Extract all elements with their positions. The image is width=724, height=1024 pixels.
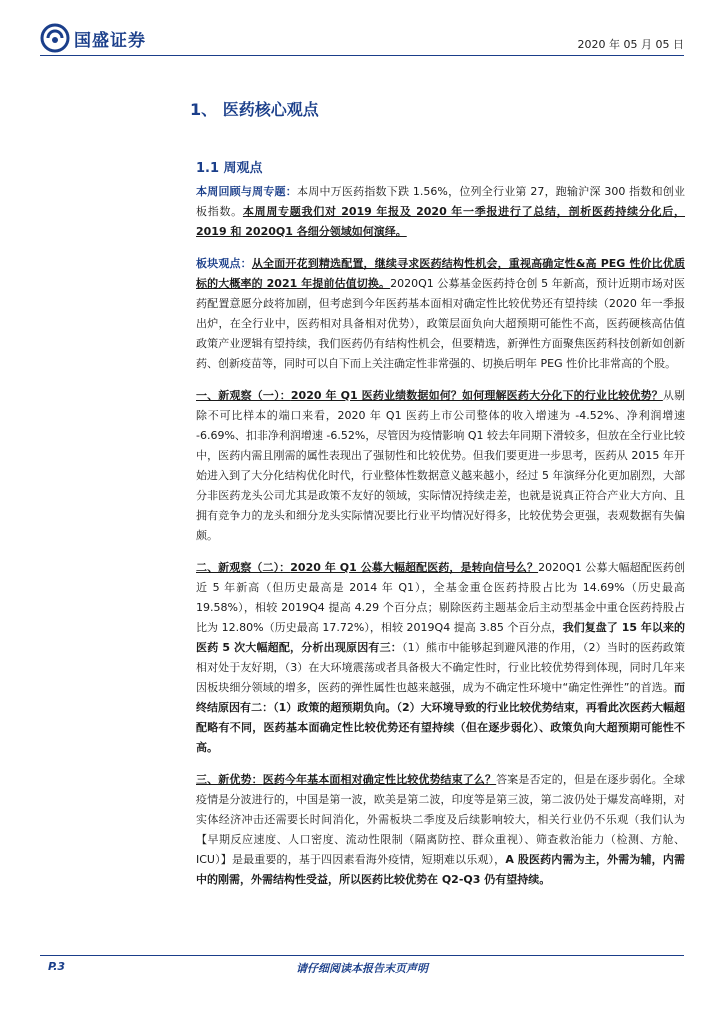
header-divider [40,55,684,56]
paragraph-sector-view [196,254,685,374]
paragraph-text: 答案是否定的，但是在逐步弱化。全球疫情是分波进行的，中国是第一波，欧美是第二波，印度等是第三波，第二波仍处于爆发高峰期，对实体经济冲击还需要长时间消化，外需板块二季度及后续影响较大，相关行业仍不乐观（我们认为【早期反应速度、人口密度、流动性限制（隔离防控、群众重视）、筛查救治能力（检测、方舱、ICU）】是最重要的，基于四因素看海外疫情，短期难以乐观）， [196,773,686,866]
paragraph-text: 2020Q1 公募基金医药持仓创 5 年新高，预计近期市场对医药配置意愿分歧将加剧，但考虑到今年医药基本面相对确定性比较优势还有望持续（2020 年一季报出炉，在全行业中，医药相对具备相对优势），政策层面负向大超预期可能性不高，医药硬核高估值政策产业逻辑有望持续，我们医药仍有结构性机会，但要精选，新弹性方面聚焦医药科技创新如创新药、创新疫苗等，同时可以自下而上关注确定性非常强的、切换后明年 PEG 性价比非常高的个股。 [196,277,685,370]
paragraph-emphasis: 本周周专题我们对 2019 年报及 2020 年一季报进行了总结，剖析医药持续分化后，2019 和 2020Q1 各细分领域如何演绎。 [196,205,686,238]
footer-divider [40,955,684,956]
paragraph-lead: 二、新观察（二）： [196,561,291,574]
paragraph-bold: 而终结原因有二：（1）政策的超预期负向。（2）大环境导致的行业比较优势结束，再看此次医药大幅超配略有不同，医药基本面确定性比较优势还有望持续（但在逐步弱化）、政策负向大超预期可能性不高。 [196,681,685,754]
paragraph-new-advantage [196,770,685,890]
paragraph-emphasis: 2020 年 Q1 医药业绩数据如何？如何理解医药大分化下的行业比较优势？ [290,389,663,402]
paragraph-lead: 本周回顾与周专题： [196,185,297,198]
paragraph-bold: A 股医药内需为主，外需为辅，内需中的刚需，外需结构性受益，所以医药比较优势在 Q2-Q3 仍有望持续。 [196,853,685,886]
paragraph-text: 2020Q1 公募大幅超配医药创近 5 年新高（但历史最高是 2014 年 Q1），全基金重仓医药持股占比为 14.69%（历史最高 19.58%），相较 2019Q4 提高 4.29 个百分点；剔除医药主题基金后主动型基金中重仓医药持股占比为 12.80%（历史最高 17.72%），相较 2019Q4 提高 3.85 个百分点， [196,561,685,634]
paragraph-lead: 一、新观察（一）： [196,389,291,402]
page-number: P.3 [48,960,66,973]
paragraph-emphasis: 2020 年 Q1 公募大幅超配医药，是转向信号么？ [290,561,539,574]
paragraph-bold: 我们复盘了 15 年以来的医药 5 次大幅超配，分析出现原因有三： [196,621,685,654]
paragraph-emphasis: 医药今年基本面相对确定性比较优势结束了么？ [262,773,497,786]
paragraph-text: （1）熊市中能够起到避风港的作用，（2）当时的医药政策相对处于友好期，（3）在大环境震荡或者具备极大不确定性时，行业比较优势得到体现，同时几年来因板块细分领域的增多，医药的弹性属性也越来越强，成为不确定性环境中“确定性弹性”的首选。 [196,641,685,694]
paragraph-text: 从剔除不可比样本的端口来看，2020 年 Q1 医药上市公司整体的收入增速为 -4.52%、净利润增速 -6.69%、扣非净利润增速 -6.52%，尽管因为疫情影响 Q1 较去年同期下滑较多，但放在全行业比较中，医药内需且刚需的属性表现出了强韧性和比较优势。但我们要更进一步思考，医药从 2015 年开始进入到了大分化结构优化时代，行业整体性数据意义越来越小，经过 5 年演绎分化更加剧烈，大部分非医药龙头公司尤其是政策不友好的领域，实际情况持续走差，也就是说真正符合产业大方向、且拥有竞争力的龙头和细分龙头实际情况要比行业平均情况好得多，比较优势会更强，表观数据有失偏颇。 [196,389,686,542]
section-title: 1、 医药核心观点 [190,100,319,119]
paragraph-weekly-review [196,182,685,242]
paragraph-lead: 三、新优势： [196,773,263,786]
paragraph-observation-one [196,386,685,546]
logo-icon [40,23,70,53]
brand-logo [40,22,146,54]
report-body [196,182,685,902]
footer-disclaimer: 请仔细阅读本报告末页声明 [296,962,428,975]
logo-text: 国盛证券 [74,30,146,51]
report-date: 2020 年 05 月 05 日 [577,38,684,51]
paragraph-observation-two [196,558,685,758]
paragraph-text: 本周中万医药指数下跌 1.56%，位列全行业第 27，跑输沪深 300 指数和创业板指数。 [196,185,686,218]
paragraph-emphasis: 从全面开花到精选配置，继续寻求医药结构性机会，重视高确定性&高 PEG 性价比优质标的大概率的 2021 年提前估值切换。 [196,257,686,290]
paragraph-lead: 板块观点： [196,257,252,270]
section-subtitle: 1.1 周观点 [196,161,263,176]
